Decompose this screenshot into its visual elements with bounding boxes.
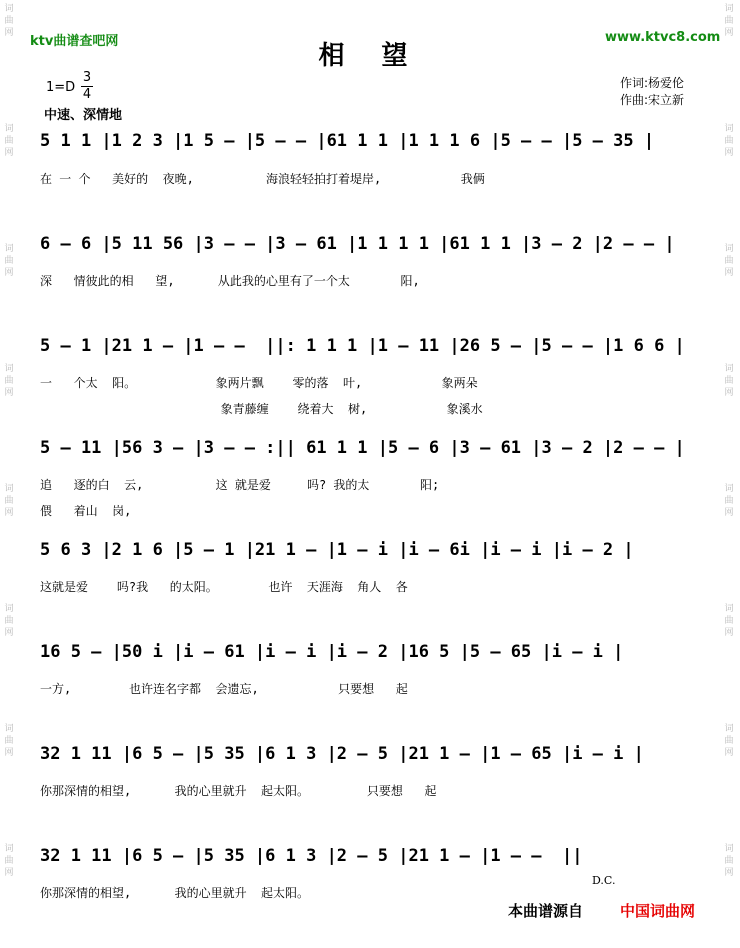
- notation-line-2: 6 – 6 |5 11 56 |3 – – |3 – 61 |1 1 1 1 |61 1 1 |3 – 2 |2 – – |: [40, 234, 675, 254]
- lyrics-line-2: 深 情彼此的相 望, 从此我的心里有了一个太 阳,: [40, 274, 420, 288]
- watermark-char: 网: [724, 148, 734, 158]
- lyrics-line-3b: 象青藤缠 绕着大 树, 象溪水: [40, 402, 483, 416]
- watermark-char: 词: [4, 724, 14, 734]
- source-name[interactable]: 中国词曲网: [620, 902, 696, 920]
- watermark-char: 曲: [4, 736, 14, 746]
- watermark-char: 曲: [724, 136, 734, 146]
- lyrics-line-7: 你那深情的相望, 我的心里就升 起太阳。 只要想 起: [40, 784, 437, 798]
- watermark-char: 曲: [724, 496, 734, 506]
- watermark-char: 曲: [724, 736, 734, 746]
- watermark-char: 网: [4, 28, 14, 38]
- watermark-char: 词: [724, 484, 734, 494]
- watermark-char: 词: [4, 844, 14, 854]
- watermark-char: 曲: [4, 496, 14, 506]
- watermark-char: 网: [724, 748, 734, 758]
- watermark-char: 网: [724, 868, 734, 878]
- watermark-char: 词: [4, 244, 14, 254]
- watermark-char: 网: [4, 628, 14, 638]
- notation-line-5: 5 6 3 |2 1 6 |5 – 1 |21 1 – |1 – i |i – 6i |i – i |i – 2 |: [40, 540, 634, 560]
- watermark-char: 曲: [4, 256, 14, 266]
- notation-line-4: 5 – 11 |56 3 – |3 – – :|| 61 1 1 |5 – 6 |3 – 61 |3 – 2 |2 – – |: [40, 438, 685, 458]
- watermark-char: 词: [4, 604, 14, 614]
- song-title: 相 望: [318, 41, 422, 71]
- watermark-char: 词: [4, 124, 14, 134]
- watermark-char: 网: [724, 628, 734, 638]
- notation-line-6: 16 5 – |50 i |i – 61 |i – i |i – 2 |16 5 |5 – 65 |i – i |: [40, 642, 624, 662]
- time-signature-top: 3: [82, 70, 92, 85]
- watermark-char: 曲: [724, 16, 734, 26]
- lyricist-credit: 作词:杨爱伦: [620, 76, 685, 90]
- notation-line-8: 32 1 11 |6 5 – |5 35 |6 1 3 |2 – 5 |21 1 – |1 – – ||: [40, 846, 583, 866]
- lyrics-line-1: 在 一 个 美好的 夜晚, 海浪轻轻拍打着堤岸, 我俩: [40, 172, 485, 186]
- site-url-right[interactable]: www.ktvc8.com: [605, 30, 721, 45]
- watermark-char: 曲: [4, 16, 14, 26]
- lyrics-line-4b: 偎 着山 岗,: [40, 504, 132, 518]
- watermark-char: 网: [4, 268, 14, 278]
- watermark-char: 网: [4, 148, 14, 158]
- watermark-char: 词: [724, 724, 734, 734]
- lyrics-line-8: 你那深情的相望, 我的心里就升 起太阳。: [40, 886, 310, 900]
- watermark-char: 词: [4, 4, 14, 14]
- time-signature-bottom: 4: [82, 87, 92, 102]
- key-signature: 1=D: [46, 80, 76, 95]
- watermark-char: 词: [724, 604, 734, 614]
- watermark-char: 曲: [4, 856, 14, 866]
- watermark-right: [720, 0, 738, 948]
- lyrics-line-5: 这就是爱 吗?我 的太阳。 也许 天涯海 角人 各: [40, 580, 408, 594]
- source-label: 本曲谱源自: [508, 902, 584, 920]
- watermark-char: 曲: [4, 376, 14, 386]
- lyrics-line-3a: 一 个太 阳。 象两片飘 零的落 叶, 象两朵: [40, 376, 478, 390]
- watermark-char: 曲: [724, 256, 734, 266]
- composer-credit: 作曲:宋立新: [620, 93, 685, 107]
- watermark-char: 曲: [4, 136, 14, 146]
- watermark-char: 曲: [724, 856, 734, 866]
- watermark-char: 词: [724, 244, 734, 254]
- watermark-char: 曲: [724, 376, 734, 386]
- watermark-left: [0, 0, 18, 948]
- watermark-char: 网: [4, 748, 14, 758]
- lyrics-line-4a: 追 逐的白 云, 这 就是爱 吗? 我的太 阳;: [40, 478, 440, 492]
- watermark-char: 曲: [724, 616, 734, 626]
- watermark-char: 词: [4, 484, 14, 494]
- time-signature: [81, 70, 93, 103]
- watermark-char: 网: [4, 388, 14, 398]
- da-capo-marking: D.C.: [592, 874, 616, 887]
- watermark-char: 网: [4, 868, 14, 878]
- watermark-char: 网: [4, 508, 14, 518]
- notation-line-7: 32 1 11 |6 5 – |5 35 |6 1 3 |2 – 5 |21 1 – |1 – 65 |i – i |: [40, 744, 644, 764]
- watermark-char: 词: [724, 4, 734, 14]
- tempo-marking: 中速、深情地: [44, 108, 123, 123]
- watermark-char: 网: [724, 508, 734, 518]
- notation-line-3: 5 – 1 |21 1 – |1 – – ||: 1 1 1 |1 – 11 |26 5 – |5 – – |1 6 6 |: [40, 336, 685, 356]
- watermark-char: 词: [724, 124, 734, 134]
- watermark-char: 词: [724, 364, 734, 374]
- watermark-char: 词: [724, 844, 734, 854]
- watermark-char: 网: [724, 388, 734, 398]
- lyrics-line-6: 一方, 也许连名字都 会遗忘, 只要想 起: [40, 682, 408, 696]
- site-name-left[interactable]: ktv曲谱查吧网: [30, 34, 119, 49]
- watermark-char: 网: [724, 268, 734, 278]
- watermark-char: 网: [724, 28, 734, 38]
- watermark-char: 词: [4, 364, 14, 374]
- watermark-char: 曲: [4, 616, 14, 626]
- notation-line-1: 5 1 1 |1 2 3 |1 5 – |5 – – |61 1 1 |1 1 1 6 |5 – – |5 – 35 |: [40, 131, 655, 151]
